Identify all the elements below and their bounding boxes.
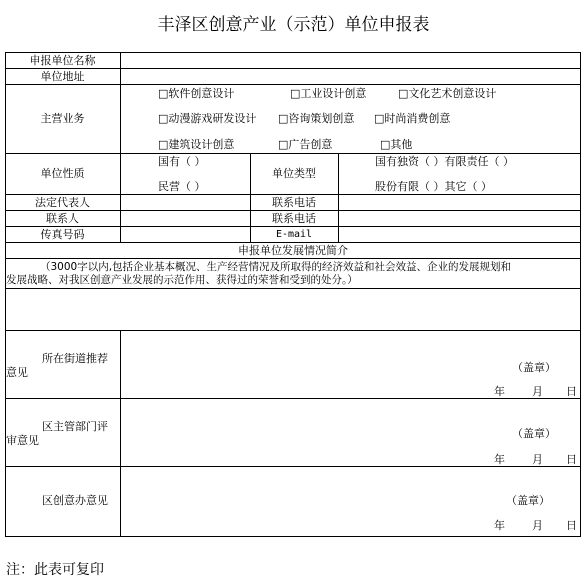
intro-instruction-line2: 发展战略、对我区创意产业发展的示范作用、获得过的荣誉和受到的处分。） (6, 274, 358, 286)
row-divider (5, 226, 581, 227)
row-divider (5, 288, 581, 289)
street-date-year: 年 (494, 385, 505, 398)
office-opinion-label: 区创意办意见 (42, 494, 108, 507)
table-border-right (580, 52, 581, 537)
type-options-row2[interactable]: 股份有限（ ）其它（ ） (375, 180, 492, 193)
label-legal-rep: 法定代表人 (35, 196, 90, 209)
type-options-row1[interactable]: 国有独资（ ）有限责任（ ） (375, 155, 514, 168)
label-phone-1: 联系电话 (272, 196, 316, 209)
row-divider (5, 153, 581, 154)
option-fashion-consumption[interactable]: □时尚消费创意 (374, 112, 451, 125)
label-fax: 传真号码 (40, 228, 85, 241)
dept-date-month: 月 (532, 453, 543, 466)
dept-seal: （盖章） (512, 427, 556, 440)
office-seal: （盖章） (506, 494, 550, 507)
dept-opinion-label-line1: 区主管部门评 (42, 420, 108, 433)
footnote: 注：此表可复印 (6, 562, 104, 578)
row-divider (5, 242, 581, 243)
table-border-bottom (5, 536, 581, 537)
label-contact: 联系人 (46, 212, 79, 225)
option-consulting-planning[interactable]: □咨询策划创意 (278, 112, 355, 125)
label-unit-type: 单位类型 (272, 167, 316, 180)
col-divider (120, 52, 121, 242)
label-unit-address: 单位地址 (40, 70, 85, 83)
form-title: 丰泽区创意产业（示范）单位申报表 (157, 15, 430, 35)
nature-private[interactable]: 民营（ ） (158, 180, 206, 193)
option-software-design[interactable]: □软件创意设计 (158, 87, 235, 100)
office-date-month: 月 (532, 519, 543, 532)
row-divider (5, 194, 581, 195)
street-opinion-label-line2: 意见 (6, 366, 28, 379)
row-divider (5, 210, 581, 211)
option-other[interactable]: □其他 (380, 138, 413, 151)
option-animation-game[interactable]: □动漫游戏研发设计 (158, 112, 257, 125)
row-divider (5, 68, 581, 69)
street-date-month: 月 (532, 385, 543, 398)
option-industrial-design[interactable]: □工业设计创意 (290, 87, 367, 100)
label-unit-nature: 单位性质 (40, 167, 85, 180)
label-email: E-mail (275, 229, 313, 240)
nature-state-owned[interactable]: 国有（ ） (158, 155, 206, 168)
dept-opinion-label-line2: 审意见 (6, 434, 39, 447)
street-opinion-label-line1: 所在街道推荐 (42, 352, 108, 365)
option-culture-art-design[interactable]: □文化艺术创意设计 (398, 87, 497, 100)
office-date-day: 日 (566, 519, 577, 532)
row-divider (5, 330, 581, 331)
row-divider (5, 84, 581, 85)
col-divider (120, 330, 121, 536)
intro-section-header: 申报单位发展情况简介 (238, 244, 348, 257)
label-unit-name: 申报单位名称 (29, 54, 96, 67)
label-main-business: 主营业务 (40, 112, 85, 125)
row-divider (5, 258, 581, 259)
dept-date-year: 年 (494, 453, 505, 466)
table-border-top (5, 52, 581, 53)
dept-date-day: 日 (566, 453, 577, 466)
street-date-day: 日 (566, 385, 577, 398)
row-divider (5, 466, 581, 467)
option-advertising[interactable]: □广告创意 (278, 138, 333, 151)
label-phone-2: 联系电话 (272, 212, 316, 225)
intro-instruction-line1: （3000字以内,包括企业基本概况、生产经营情况及所取得的经济效益和社会效益、企业的发展规划和 (40, 261, 512, 273)
row-divider (5, 398, 581, 399)
office-date-year: 年 (494, 519, 505, 532)
col-divider (338, 153, 339, 242)
street-seal: （盖章） (512, 361, 556, 374)
option-architecture-design[interactable]: □建筑设计创意 (158, 138, 235, 151)
